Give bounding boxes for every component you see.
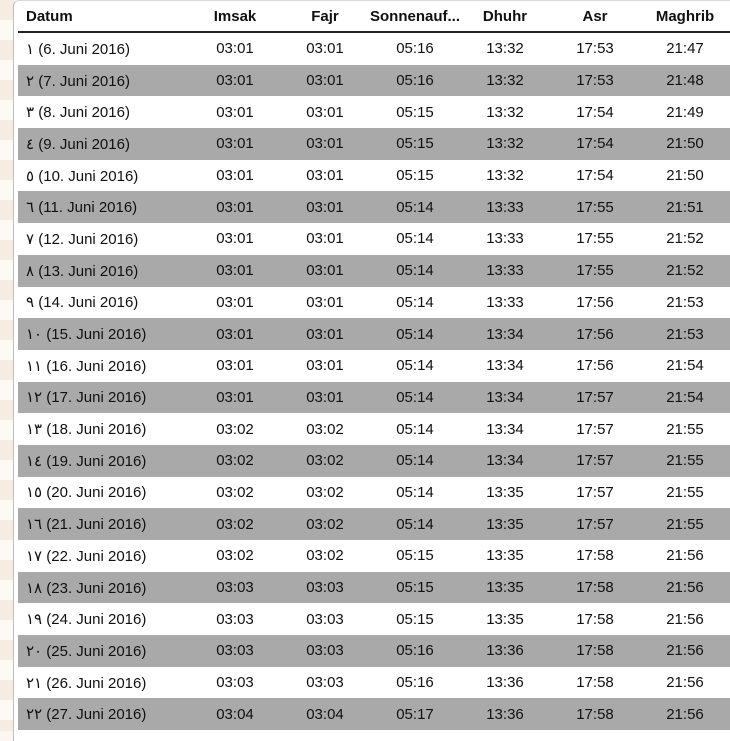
datum-cell: ١٣ (18. Juni 2016) [26,421,147,439]
maghrib-cell: 21:55 [666,483,704,501]
imsak-cell: 03:02 [216,420,254,438]
sunrise-cell: 05:14 [396,357,434,375]
fajr-cell: 03:01 [280,128,370,160]
fajr-cell: 03:01 [280,318,370,350]
asr-cell: 17:55 [576,230,614,248]
asr-cell: 17:58 [550,698,640,730]
asr-cell: 17:55 [550,255,640,287]
asr-cell: 17:54 [576,103,614,121]
imsak-cell: 03:02 [216,483,254,501]
dhuhr-cell: 13:35 [486,547,524,565]
maghrib-cell: 21:54 [640,382,730,414]
sunrise-cell: 05:15 [396,610,434,628]
asr-cell: 17:57 [576,483,614,501]
table-row[interactable] [18,96,730,128]
table-row[interactable] [18,508,730,540]
dhuhr-cell: 13:36 [460,698,550,730]
asr-cell: 17:57 [550,508,640,540]
maghrib-cell: 21:54 [666,357,704,375]
sunrise-cell: 05:14 [370,508,460,540]
datum-cell: ٣ (8. Juni 2016) [26,104,130,122]
dhuhr-cell: 13:32 [486,167,524,185]
maghrib-cell: 21:51 [640,191,730,223]
dhuhr-cell: 13:35 [486,610,524,628]
sunrise-cell: 05:14 [370,255,460,287]
datum-cell: ١٩ (24. Juni 2016) [26,611,147,629]
sunrise-cell: 05:14 [370,445,460,477]
fajr-cell: 03:01 [280,65,370,97]
asr-cell: 17:53 [550,65,640,97]
datum-cell: ١٧ (22. Juni 2016) [26,547,147,565]
asr-cell: 17:56 [576,357,614,375]
column-header-sunrise[interactable]: Sonnenauf... [370,1,460,32]
dhuhr-cell: 13:36 [460,635,550,667]
datum-cell: ١١ (16. Juni 2016) [26,357,147,375]
datum-cell: ١٦ (21. Juni 2016) [18,508,190,540]
fajr-cell: 03:01 [306,230,344,248]
dhuhr-cell: 13:32 [460,65,550,97]
sunrise-cell: 05:15 [396,103,434,121]
maghrib-cell: 21:56 [640,572,730,604]
table-row[interactable] [18,255,730,287]
dhuhr-cell: 13:33 [460,255,550,287]
maghrib-cell: 21:56 [666,610,704,628]
maghrib-cell: 21:56 [640,698,730,730]
maghrib-cell: 21:52 [666,230,704,248]
sunrise-cell: 05:15 [370,128,460,160]
maghrib-cell: 21:50 [666,167,704,185]
asr-cell: 17:58 [550,572,640,604]
column-header-datum[interactable]: Datum [18,1,190,32]
dhuhr-cell: 13:33 [486,230,524,248]
prayer-times-table [18,1,730,730]
maghrib-cell: 21:49 [666,103,704,121]
dhuhr-cell: 13:36 [486,674,524,692]
datum-cell: ٩ (14. Juni 2016) [26,294,139,312]
table-row[interactable] [18,65,730,97]
imsak-cell: 03:01 [190,382,280,414]
fajr-cell: 03:02 [306,420,344,438]
asr-cell: 17:57 [576,420,614,438]
sunrise-cell: 05:16 [370,635,460,667]
sunrise-cell: 05:15 [396,547,434,565]
datum-cell: ١٨ (23. Juni 2016) [18,572,190,604]
fajr-cell: 03:04 [280,698,370,730]
datum-cell: ٥ (10. Juni 2016) [26,167,139,185]
asr-cell: 17:58 [576,547,614,565]
fajr-cell: 03:01 [280,255,370,287]
table-row[interactable] [18,223,730,255]
dhuhr-cell: 13:32 [486,40,524,58]
datum-cell: ٦ (11. Juni 2016) [18,191,190,223]
column-header-imsak[interactable]: Imsak [190,1,280,32]
maghrib-cell: 21:55 [640,445,730,477]
decorative-pattern [0,0,14,731]
sunrise-cell: 05:14 [396,293,434,311]
datum-cell: ١٢ (17. Juni 2016) [18,382,190,414]
maghrib-cell: 21:53 [640,318,730,350]
fajr-cell: 03:01 [306,167,344,185]
imsak-cell: 03:01 [190,191,280,223]
dhuhr-cell: 13:35 [460,572,550,604]
asr-cell: 17:58 [550,635,640,667]
asr-cell: 17:57 [550,445,640,477]
imsak-cell: 03:02 [190,445,280,477]
table-row[interactable] [18,382,730,414]
fajr-cell: 03:01 [280,191,370,223]
datum-cell: ٢١ (26. Juni 2016) [26,674,147,692]
maghrib-cell: 21:52 [640,255,730,287]
sunrise-cell: 05:15 [396,167,434,185]
fajr-cell: 03:01 [306,357,344,375]
maghrib-cell: 21:56 [640,635,730,667]
asr-cell: 17:54 [550,128,640,160]
table-row[interactable] [18,32,730,65]
sunrise-cell: 05:16 [396,40,434,58]
asr-cell: 17:56 [576,293,614,311]
fajr-cell: 03:03 [306,674,344,692]
datum-cell: ٧ (12. Juni 2016) [26,230,139,248]
sunrise-cell: 05:14 [396,420,434,438]
datum-cell: ١٠ (15. Juni 2016) [18,318,190,350]
dhuhr-cell: 13:34 [460,382,550,414]
datum-cell: ٢ (7. Juni 2016) [18,65,190,97]
asr-cell: 17:57 [550,382,640,414]
table-row[interactable] [18,191,730,223]
imsak-cell: 03:01 [216,230,254,248]
sunrise-cell: 05:16 [370,65,460,97]
datum-cell: ٢٢ (27. Juni 2016) [18,698,190,730]
imsak-cell: 03:03 [190,635,280,667]
fajr-cell: 03:01 [306,103,344,121]
column-header-dhuhr[interactable]: Dhuhr [460,1,550,32]
fajr-cell: 03:03 [306,610,344,628]
column-header-fajr[interactable]: Fajr [280,1,370,32]
fajr-cell: 03:02 [280,445,370,477]
dhuhr-cell: 13:35 [486,483,524,501]
sunrise-cell: 05:14 [396,230,434,248]
imsak-cell: 03:03 [190,572,280,604]
table-row[interactable] [18,667,730,699]
table-row[interactable] [18,698,730,730]
asr-cell: 17:54 [576,167,614,185]
imsak-cell: 03:01 [190,318,280,350]
fajr-cell: 03:02 [306,547,344,565]
dhuhr-cell: 13:34 [460,318,550,350]
imsak-cell: 03:03 [216,610,254,628]
maghrib-cell: 21:55 [666,420,704,438]
dhuhr-cell: 13:33 [460,191,550,223]
table-row[interactable] [18,350,730,382]
asr-cell: 17:55 [550,191,640,223]
dhuhr-cell: 13:34 [486,357,524,375]
column-header-asr[interactable]: Asr [550,1,640,32]
sunrise-cell: 05:16 [396,674,434,692]
imsak-cell: 03:01 [216,40,254,58]
imsak-cell: 03:02 [190,508,280,540]
imsak-cell: 03:04 [190,698,280,730]
datum-cell: ١ (6. Juni 2016) [26,40,130,58]
dhuhr-cell: 13:32 [460,128,550,160]
imsak-cell: 03:01 [190,128,280,160]
maghrib-cell: 21:50 [640,128,730,160]
imsak-cell: 03:01 [216,357,254,375]
imsak-cell: 03:01 [216,103,254,121]
maghrib-cell: 21:53 [666,293,704,311]
dhuhr-cell: 13:34 [486,420,524,438]
asr-cell: 17:56 [550,318,640,350]
maghrib-cell: 21:56 [666,674,704,692]
imsak-cell: 03:01 [216,293,254,311]
table-row[interactable] [18,477,730,509]
dhuhr-cell: 13:32 [486,103,524,121]
fajr-cell: 03:01 [280,382,370,414]
datum-cell: ١٥ (20. Juni 2016) [26,484,147,502]
sunrise-cell: 05:14 [370,191,460,223]
sunrise-cell: 05:14 [396,483,434,501]
table-row[interactable] [18,160,730,192]
fajr-cell: 03:02 [306,483,344,501]
imsak-cell: 03:01 [190,65,280,97]
table-row[interactable] [18,572,730,604]
maghrib-cell: 21:47 [666,40,704,58]
imsak-cell: 03:03 [216,674,254,692]
table-row[interactable] [18,287,730,319]
fajr-cell: 03:02 [280,508,370,540]
asr-cell: 17:53 [576,40,614,58]
asr-cell: 17:58 [576,674,614,692]
dhuhr-cell: 13:33 [486,293,524,311]
table-row[interactable] [18,603,730,635]
table-row[interactable] [18,128,730,160]
table-row[interactable] [18,445,730,477]
maghrib-cell: 21:48 [640,65,730,97]
maghrib-cell: 21:55 [640,508,730,540]
fajr-cell: 03:01 [306,293,344,311]
sunrise-cell: 05:17 [370,698,460,730]
sunrise-cell: 05:14 [370,318,460,350]
imsak-cell: 03:01 [190,255,280,287]
datum-cell: ٨ (13. Juni 2016) [18,255,190,287]
datum-cell: ١٤ (19. Juni 2016) [18,445,190,477]
datum-cell: ٤ (9. Juni 2016) [18,128,190,160]
sunrise-cell: 05:15 [370,572,460,604]
table-header [18,1,730,32]
sunrise-cell: 05:14 [370,382,460,414]
datum-cell: ٢٠ (25. Juni 2016) [18,635,190,667]
table-row[interactable] [18,413,730,445]
fajr-cell: 03:01 [306,40,344,58]
fajr-cell: 03:03 [280,572,370,604]
maghrib-cell: 21:56 [666,547,704,565]
fajr-cell: 03:03 [280,635,370,667]
table-row[interactable] [18,540,730,572]
imsak-cell: 03:01 [216,167,254,185]
asr-cell: 17:58 [576,610,614,628]
dhuhr-cell: 13:35 [460,508,550,540]
table-row[interactable] [18,318,730,350]
dhuhr-cell: 13:34 [460,445,550,477]
column-header-maghrib[interactable]: Maghrib [640,1,730,32]
imsak-cell: 03:02 [216,547,254,565]
table-row[interactable] [18,635,730,667]
